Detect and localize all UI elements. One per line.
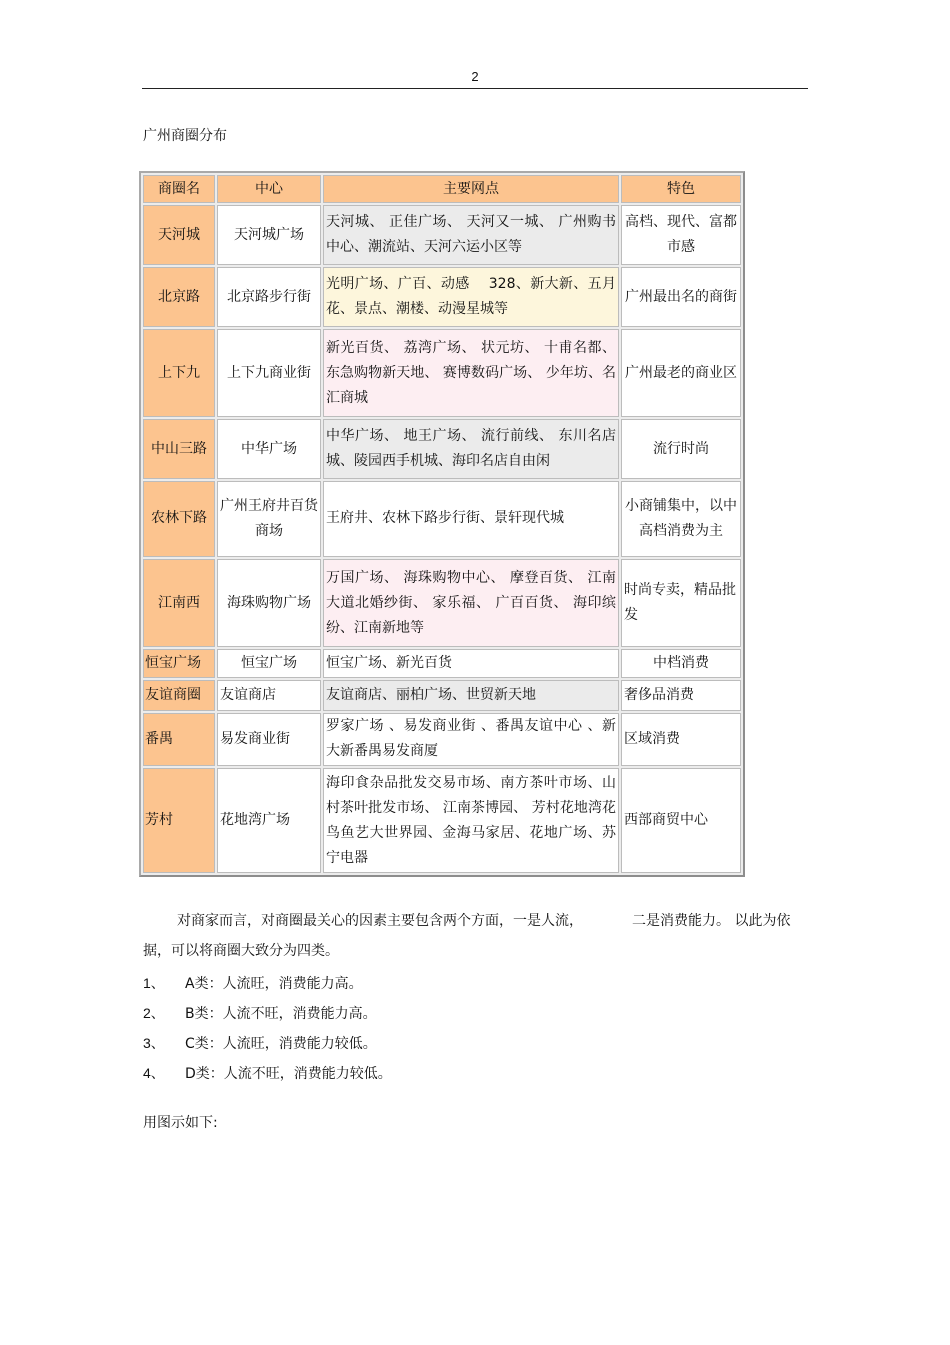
table-row [143,768,741,873]
table-header-row [143,175,741,203]
district-points: 罗家广场 、易发商业街 、番禺友谊中心 、新大新番禺易发商厦 [323,713,619,766]
district-name: 上下九 [143,329,215,417]
district-feature: 流行时尚 [621,419,741,479]
district-center: 上下九商业街 [217,329,321,417]
business-district-table [139,171,745,877]
district-feature: 广州最老的商业区 [621,329,741,417]
header-points: 主要网点 [323,175,619,203]
district-points: 中华广场、 地王广场、 流行前线、 东川名店城、陵园西手机城、海印名店自由闲 [323,419,619,479]
district-feature: 中档消费 [621,649,741,678]
list-text: C类：人流旺，消费能力较低。 [185,1036,377,1052]
table-row [143,559,741,647]
district-center: 恒宝广场 [217,649,321,678]
district-feature: 时尚专卖，精品批发 [621,559,741,647]
district-name: 天河城 [143,205,215,266]
list-number: 2、 [143,1005,165,1021]
table-row [143,649,741,678]
table-row [143,713,741,766]
district-name: 友谊商圈 [143,680,215,711]
list-number: 1、 [143,975,165,991]
district-center: 中华广场 [217,419,321,479]
district-center: 海珠购物广场 [217,559,321,647]
district-points: 新光百货、 荔湾广场、 状元坊、 十甫名都、东急购物新天地、 赛博数码广场、 少年坊、名汇商城 [323,329,619,417]
list-text: D类：人流不旺，消费能力较低。 [185,1066,392,1082]
header-name: 商圈名 [143,175,215,203]
district-points: 海印食杂品批发交易市场、南方茶叶市场、山村茶叶批发市场、 江南茶博园、 芳村花地湾花鸟鱼艺大世界园、金海马家居、花地广场、苏宁电器 [323,768,619,873]
table-row [143,329,741,417]
list-item [143,1063,392,1083]
header-center: 中心 [217,175,321,203]
district-points: 恒宝广场、新光百货 [323,649,619,678]
district-name: 番禺 [143,713,215,766]
table-row [143,680,741,711]
list-text: B类：人流不旺，消费能力高。 [185,1006,377,1022]
district-center: 广州王府井百货商场 [217,481,321,557]
district-name: 恒宝广场 [143,649,215,678]
district-points: 友谊商店、丽柏广场、世贸新天地 [323,680,619,711]
table-row [143,205,741,266]
list-text: A类：人流旺，消费能力高。 [185,976,363,992]
district-feature: 西部商贸中心 [621,768,741,873]
district-name: 中山三路 [143,419,215,479]
district-feature: 奢侈品消费 [621,680,741,711]
district-points: 光明广场、广百、动感 328、新大新、五月花、景点、潮楼、动漫星城等 [323,267,619,327]
district-name: 农林下路 [143,481,215,557]
district-points: 王府井、农林下路步行街、景轩现代城 [323,481,619,557]
district-points: 天河城、 正佳广场、 天河又一城、 广州购书中心、潮流站、天河六运小区等 [323,205,619,266]
section-title: 广州商圈分布 [143,128,227,144]
body-paragraph: 对商家而言，对商圈最关心的因素主要包含两个方面，一是人流， 二是消费能力。 以此为依据，可以将商圈大致分为四类。 [143,913,791,959]
district-name: 芳村 [143,768,215,873]
district-feature: 区域消费 [621,713,741,766]
list-item [143,1003,377,1023]
table-row [143,267,741,327]
header-feature: 特色 [621,175,741,203]
page-number: 2 [471,69,479,84]
district-center: 友谊商店 [217,680,321,711]
list-number: 4、 [143,1065,165,1081]
header-rule [142,88,808,89]
table-row [143,481,741,557]
table-row [143,419,741,479]
list-item [143,1033,377,1053]
district-name: 江南西 [143,559,215,647]
district-feature: 广州最出名的商街 [621,267,741,327]
district-center: 易发商业街 [217,713,321,766]
closing-line: 用图示如下: [143,1115,218,1131]
district-points: 万国广场、 海珠购物中心、 摩登百货、 江南大道北婚纱街、 家乐福、 广百百货、 海印缤纷、江南新地等 [323,559,619,647]
district-center: 天河城广场 [217,205,321,266]
district-feature: 高档、现代、富都市感 [621,205,741,266]
district-center: 北京路步行街 [217,267,321,327]
list-item [143,973,363,993]
district-name: 北京路 [143,267,215,327]
list-number: 3、 [143,1035,165,1051]
district-feature: 小商铺集中，以中高档消费为主 [621,481,741,557]
district-center: 花地湾广场 [217,768,321,873]
